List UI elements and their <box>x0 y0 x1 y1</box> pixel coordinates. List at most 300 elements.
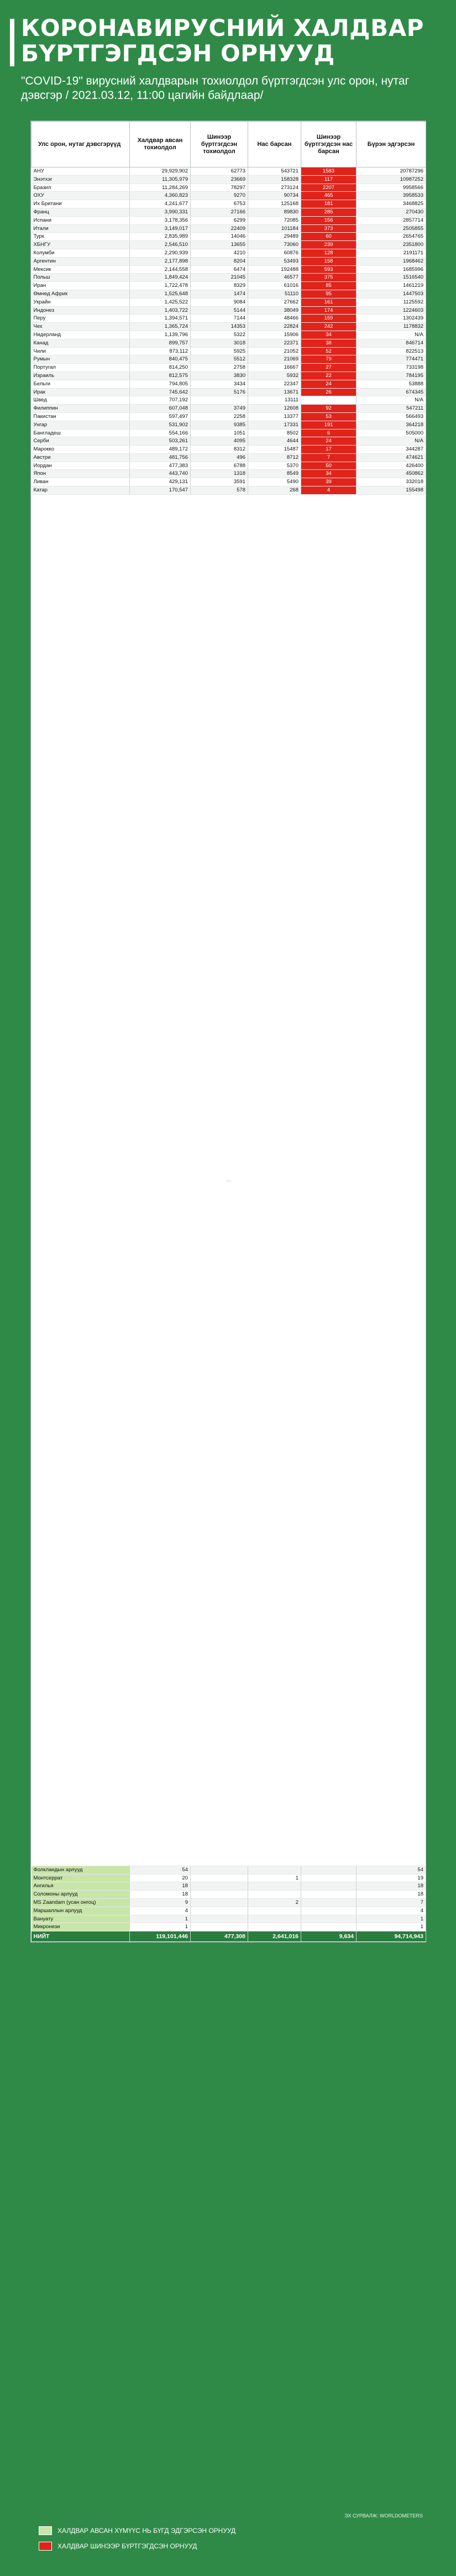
recovered-cell: 1125592 <box>357 298 426 306</box>
recovered-cell: 9958566 <box>357 184 426 192</box>
table-row <box>32 421 426 429</box>
table-row <box>32 339 426 347</box>
deaths-cell: 73060 <box>248 241 301 249</box>
deaths-cell: 13377 <box>248 412 301 421</box>
new-cases-cell <box>191 1891 248 1899</box>
legend-green-row <box>39 2526 235 2535</box>
recovered-cell: 733198 <box>357 364 426 372</box>
recovered-cell: 344287 <box>357 446 426 454</box>
new-cases-cell <box>191 1874 248 1882</box>
table-row <box>32 167 426 176</box>
deaths-cell: 13111 <box>248 396 301 405</box>
recovered-cell: 1461219 <box>357 282 426 290</box>
new-deaths-cell: 158 <box>301 257 357 265</box>
cases-cell: 481,756 <box>130 453 191 462</box>
table-row <box>32 405 426 413</box>
deaths-cell: 15487 <box>248 446 301 454</box>
deaths-cell: 48466 <box>248 315 301 323</box>
table-row <box>32 1923 426 1931</box>
cases-cell: 1 <box>130 1915 191 1923</box>
header-cases: Халдвар авсан тохиолдол <box>130 122 191 167</box>
recovered-cell: 1685996 <box>357 265 426 274</box>
title-accent-bar <box>10 19 14 66</box>
new-cases-cell: 14353 <box>191 323 248 331</box>
recovered-cell: 20787296 <box>357 167 426 176</box>
new-deaths-cell: 181 <box>301 200 357 208</box>
recovered-cell: 1 <box>357 1923 426 1931</box>
country-cell: Маршаллын арлууд <box>32 1907 130 1915</box>
deaths-cell: 5490 <box>248 478 301 486</box>
recovered-cell: 2191171 <box>357 249 426 257</box>
table-row <box>32 1907 426 1915</box>
deaths-cell: 51110 <box>248 290 301 298</box>
table-row <box>32 249 426 257</box>
table-row <box>32 184 426 192</box>
new-deaths-cell: 161 <box>301 298 357 306</box>
total-label: НИЙТ <box>32 1931 130 1942</box>
country-cell: ХБНГУ <box>32 241 130 249</box>
cases-cell: 29,929,902 <box>130 167 191 176</box>
cases-cell: 4 <box>130 1907 191 1915</box>
cases-cell: 1,403,722 <box>130 306 191 315</box>
country-cell: Фолкландын арлууд <box>32 1866 130 1874</box>
new-cases-cell: 4095 <box>191 437 248 446</box>
new-cases-cell: 14046 <box>191 233 248 241</box>
recovered-cell: 2654765 <box>357 233 426 241</box>
source-credit: ЭХ СУРВАЛЖ: WORLDOMETERS <box>344 2513 423 2519</box>
table-header-row <box>32 122 426 167</box>
deaths-cell <box>248 1882 301 1891</box>
table-row <box>32 1866 426 1874</box>
new-deaths-cell: 26 <box>301 388 357 396</box>
recovered-cell: 10987252 <box>357 175 426 184</box>
recovered-cell: 53888 <box>357 380 426 388</box>
table-row <box>32 1891 426 1899</box>
country-cell: Израиль <box>32 371 130 380</box>
cases-cell: 429,131 <box>130 478 191 486</box>
country-cell: Перу <box>32 315 130 323</box>
cases-cell: 2,546,510 <box>130 241 191 249</box>
legend-green-label: ХАЛДВАР АВСАН ХҮМҮҮС НЬ БҮГД ЭДГЭРСЭН ОРНУУД <box>57 2527 236 2535</box>
country-cell: Польш <box>32 274 130 282</box>
cases-cell: 503,261 <box>130 437 191 446</box>
recovered-cell: 7 <box>357 1899 426 1907</box>
country-cell: Өмнөд Африк <box>32 290 130 298</box>
new-deaths-cell: 38 <box>301 339 357 347</box>
country-cell: Итали <box>32 224 130 233</box>
new-deaths-cell: 593 <box>301 265 357 274</box>
new-deaths-cell: 79 <box>301 355 357 364</box>
cases-cell: 2,835,989 <box>130 233 191 241</box>
table-row <box>32 306 426 315</box>
table-row <box>32 412 426 421</box>
country-cell: Микронези <box>32 1923 130 1931</box>
deaths-cell: 5370 <box>248 462 301 470</box>
new-deaths-cell: 128 <box>301 249 357 257</box>
country-cell: Монтсеррат <box>32 1874 130 1882</box>
recovered-cell: 1224603 <box>357 306 426 315</box>
deaths-cell: 90734 <box>248 192 301 200</box>
new-deaths-cell: 285 <box>301 208 357 216</box>
new-deaths-cell: 24 <box>301 437 357 446</box>
new-cases-cell: 9270 <box>191 192 248 200</box>
country-cell: Колумби <box>32 249 130 257</box>
table-row <box>32 274 426 282</box>
cases-cell: 170,547 <box>130 486 191 495</box>
deaths-cell: 60876 <box>248 249 301 257</box>
page-title <box>21 15 441 66</box>
new-deaths-cell <box>301 1882 357 1891</box>
table-row <box>32 331 426 339</box>
table-row <box>32 453 426 462</box>
cases-cell: 1,722,478 <box>130 282 191 290</box>
deaths-cell: 21052 <box>248 347 301 355</box>
new-cases-cell <box>191 1907 248 1915</box>
recovered-cell: 2857714 <box>357 216 426 224</box>
recovered-cell: N/A <box>357 396 426 405</box>
new-deaths-cell: 24 <box>301 380 357 388</box>
new-deaths-cell <box>301 1874 357 1882</box>
recovered-cell: 846714 <box>357 339 426 347</box>
recovered-cell: 18 <box>357 1891 426 1899</box>
cases-cell: 745,642 <box>130 388 191 396</box>
country-cell: Испани <box>32 216 130 224</box>
recovered-cell: 270430 <box>357 208 426 216</box>
new-cases-cell <box>191 1882 248 1891</box>
new-cases-cell: 578 <box>191 486 248 495</box>
cases-cell: 794,805 <box>130 380 191 388</box>
country-cell: Ангилья <box>32 1882 130 1891</box>
header-recovered: Бүрэн эдгэрсэн <box>357 122 426 167</box>
deaths-cell <box>248 1923 301 1931</box>
deaths-cell: 27662 <box>248 298 301 306</box>
recovered-cell: 4 <box>357 1907 426 1915</box>
deaths-cell: 543721 <box>248 167 301 176</box>
total-recovered: 94,714,943 <box>357 1931 426 1942</box>
header-country: Улс орон, нутаг дэвсгэрүүд <box>32 122 130 167</box>
country-cell: Чили <box>32 347 130 355</box>
cases-cell: 1,139,796 <box>130 331 191 339</box>
deaths-cell: 22824 <box>248 323 301 331</box>
new-cases-cell: 5176 <box>191 388 248 396</box>
recovered-cell: 566493 <box>357 412 426 421</box>
new-cases-cell: 2258 <box>191 412 248 421</box>
deaths-cell <box>248 1866 301 1874</box>
table-body <box>32 167 426 1942</box>
cases-cell: 18 <box>130 1882 191 1891</box>
country-cell: Соломоны арлууд <box>32 1891 130 1899</box>
country-cell: Вануату <box>32 1915 130 1923</box>
new-deaths-cell: 375 <box>301 274 357 282</box>
new-deaths-cell: 53 <box>301 412 357 421</box>
cases-cell: 1 <box>130 1923 191 1931</box>
new-cases-cell: 496 <box>191 453 248 462</box>
cases-cell: 18 <box>130 1891 191 1899</box>
cases-cell: 554,166 <box>130 429 191 437</box>
cases-cell: 1,849,424 <box>130 274 191 282</box>
cases-cell: 3,149,017 <box>130 224 191 233</box>
recovered-cell: 547211 <box>357 405 426 413</box>
new-deaths-cell: 156 <box>301 216 357 224</box>
cases-cell: 9 <box>130 1899 191 1907</box>
new-cases-cell: 6474 <box>191 265 248 274</box>
country-cell: Турк <box>32 233 130 241</box>
cases-cell: 840,475 <box>130 355 191 364</box>
deaths-cell: 192488 <box>248 265 301 274</box>
new-cases-cell: 3830 <box>191 371 248 380</box>
table-row <box>32 396 426 405</box>
new-deaths-cell: 50 <box>301 462 357 470</box>
cases-cell: 1,394,571 <box>130 315 191 323</box>
table-row <box>32 241 426 249</box>
deaths-cell: 273124 <box>248 184 301 192</box>
table-row <box>32 486 426 495</box>
title-line-2: БҮРТГЭГДСЭН ОРНУУД <box>21 40 335 67</box>
new-cases-cell: 8204 <box>191 257 248 265</box>
new-cases-cell <box>191 396 248 405</box>
recovered-cell: 1178832 <box>357 323 426 331</box>
new-deaths-cell: 239 <box>301 241 357 249</box>
new-deaths-cell: 95 <box>301 290 357 298</box>
new-deaths-cell: 4 <box>301 486 357 495</box>
recovered-cell: 364218 <box>357 421 426 429</box>
country-cell: Ирак <box>32 388 130 396</box>
cases-cell: 1,425,522 <box>130 298 191 306</box>
deaths-cell: 16667 <box>248 364 301 372</box>
table-row <box>32 200 426 208</box>
table-row-ellipsis <box>32 494 426 1866</box>
table-row <box>32 355 426 364</box>
cases-cell: 11,305,979 <box>130 175 191 184</box>
country-cell: Бангладеш <box>32 429 130 437</box>
country-cell: Иордан <box>32 462 130 470</box>
legend <box>39 2526 235 2557</box>
country-cell: Мексик <box>32 265 130 274</box>
legend-red-label: ХАЛДВАР ШИНЭЭР БҮРТГЭГДСЭН ОРНУУД <box>57 2542 197 2550</box>
recovered-cell: 18 <box>357 1882 426 1891</box>
table-row <box>32 1899 426 1907</box>
deaths-cell: 158328 <box>248 175 301 184</box>
cases-cell: 20 <box>130 1874 191 1882</box>
new-deaths-cell: 60 <box>301 233 357 241</box>
cases-cell: 2,177,898 <box>130 257 191 265</box>
deaths-cell: 21069 <box>248 355 301 364</box>
omitted-rows-marker: … <box>32 494 426 1866</box>
new-cases-cell: 22409 <box>191 224 248 233</box>
new-deaths-cell: 34 <box>301 331 357 339</box>
recovered-cell: 2351800 <box>357 241 426 249</box>
cases-cell: 3,990,331 <box>130 208 191 216</box>
covid-table <box>31 121 426 1942</box>
new-cases-cell: 1318 <box>191 470 248 478</box>
country-cell: Бразил <box>32 184 130 192</box>
deaths-cell: 8502 <box>248 429 301 437</box>
new-deaths-cell: 159 <box>301 315 357 323</box>
table-row <box>32 265 426 274</box>
table-row <box>32 282 426 290</box>
recovered-cell: 505000 <box>357 429 426 437</box>
table-row <box>32 323 426 331</box>
new-deaths-cell: 27 <box>301 364 357 372</box>
table-total-row <box>32 1931 426 1942</box>
cases-cell: 489,172 <box>130 446 191 454</box>
new-cases-cell: 3749 <box>191 405 248 413</box>
cases-cell: 597,497 <box>130 412 191 421</box>
recovered-cell: 1516540 <box>357 274 426 282</box>
table-row <box>32 298 426 306</box>
recovered-cell: 1 <box>357 1915 426 1923</box>
recovered-cell: 450862 <box>357 470 426 478</box>
recovered-cell: 1302439 <box>357 315 426 323</box>
cases-cell: 11,284,269 <box>130 184 191 192</box>
deaths-cell: 101184 <box>248 224 301 233</box>
country-cell: Энэтхэг <box>32 175 130 184</box>
new-cases-cell <box>191 1915 248 1923</box>
new-deaths-cell: 117 <box>301 175 357 184</box>
new-cases-cell: 27166 <box>191 208 248 216</box>
new-deaths-cell: 7 <box>301 453 357 462</box>
table-row <box>32 1874 426 1882</box>
recovered-cell: 19 <box>357 1874 426 1882</box>
recovered-cell: 1968462 <box>357 257 426 265</box>
new-cases-cell: 4210 <box>191 249 248 257</box>
new-deaths-cell: 17 <box>301 446 357 454</box>
new-deaths-cell <box>301 1891 357 1899</box>
new-cases-cell: 3591 <box>191 478 248 486</box>
cases-cell: 2,144,558 <box>130 265 191 274</box>
new-cases-cell: 6299 <box>191 216 248 224</box>
country-cell: Марокко <box>32 446 130 454</box>
new-cases-cell: 9385 <box>191 421 248 429</box>
table-row <box>32 1882 426 1891</box>
recovered-cell: 3958533 <box>357 192 426 200</box>
total-new-cases: 477,308 <box>191 1931 248 1942</box>
table-row <box>32 216 426 224</box>
new-deaths-cell: 242 <box>301 323 357 331</box>
deaths-cell: 72085 <box>248 216 301 224</box>
country-cell: АНУ <box>32 167 130 176</box>
recovered-cell: 332018 <box>357 478 426 486</box>
cases-cell: 1,525,648 <box>130 290 191 298</box>
new-cases-cell: 6788 <box>191 462 248 470</box>
new-cases-cell: 8329 <box>191 282 248 290</box>
new-deaths-cell: 191 <box>301 421 357 429</box>
new-cases-cell: 3018 <box>191 339 248 347</box>
new-deaths-cell <box>301 1907 357 1915</box>
recovered-cell: 674345 <box>357 388 426 396</box>
header-new-cases: Шинээр бүртгэгдсэн тохиолдол <box>191 122 248 167</box>
deaths-cell: 38049 <box>248 306 301 315</box>
new-deaths-cell: 34 <box>301 470 357 478</box>
deaths-cell: 22347 <box>248 380 301 388</box>
table-row <box>32 429 426 437</box>
country-cell: ОХУ <box>32 192 130 200</box>
new-deaths-cell: 85 <box>301 282 357 290</box>
new-cases-cell <box>191 1866 248 1874</box>
new-deaths-cell <box>301 1899 357 1907</box>
country-cell: Украйн <box>32 298 130 306</box>
recovered-cell: N/A <box>357 437 426 446</box>
new-cases-cell: 5322 <box>191 331 248 339</box>
deaths-cell: 13671 <box>248 388 301 396</box>
table-row <box>32 462 426 470</box>
country-cell: Румын <box>32 355 130 364</box>
new-cases-cell <box>191 1923 248 1931</box>
deaths-cell: 5932 <box>248 371 301 380</box>
table-row <box>32 257 426 265</box>
table-row <box>32 371 426 380</box>
recovered-cell: N/A <box>357 331 426 339</box>
new-deaths-cell: 1583 <box>301 167 357 176</box>
deaths-cell: 29489 <box>248 233 301 241</box>
recovered-cell: 1447503 <box>357 290 426 298</box>
new-deaths-cell: 2207 <box>301 184 357 192</box>
new-cases-cell: 78297 <box>191 184 248 192</box>
deaths-cell: 125168 <box>248 200 301 208</box>
table-row <box>32 175 426 184</box>
deaths-cell: 2 <box>248 1899 301 1907</box>
new-cases-cell: 8312 <box>191 446 248 454</box>
cases-cell: 899,757 <box>130 339 191 347</box>
table-row <box>32 208 426 216</box>
table-row <box>32 380 426 388</box>
country-cell: Иран <box>32 282 130 290</box>
table-row <box>32 347 426 355</box>
cases-cell: 814,250 <box>130 364 191 372</box>
country-cell: MS Zaandam (усан онгоц) <box>32 1899 130 1907</box>
new-deaths-cell: 174 <box>301 306 357 315</box>
country-cell: Их Британи <box>32 200 130 208</box>
country-cell: Аргентин <box>32 257 130 265</box>
recovered-cell: 474621 <box>357 453 426 462</box>
deaths-cell: 61016 <box>248 282 301 290</box>
recovered-cell: 784195 <box>357 371 426 380</box>
legend-red-row <box>39 2542 235 2551</box>
deaths-cell: 12608 <box>248 405 301 413</box>
recovered-cell: 3468825 <box>357 200 426 208</box>
new-cases-cell <box>191 1899 248 1907</box>
table-row <box>32 224 426 233</box>
new-deaths-cell: 52 <box>301 347 357 355</box>
country-cell: Чех <box>32 323 130 331</box>
new-cases-cell: 5512 <box>191 355 248 364</box>
recovered-cell: 54 <box>357 1866 426 1874</box>
country-cell: Унгар <box>32 421 130 429</box>
country-cell: Канад <box>32 339 130 347</box>
country-cell: Нидерланд <box>32 331 130 339</box>
table-row <box>32 290 426 298</box>
deaths-cell: 53493 <box>248 257 301 265</box>
total-new-deaths: 9,634 <box>301 1931 357 1942</box>
country-cell: Бельги <box>32 380 130 388</box>
new-cases-cell: 5144 <box>191 306 248 315</box>
country-cell: Филиппин <box>32 405 130 413</box>
header <box>21 15 441 103</box>
new-deaths-cell: 92 <box>301 405 357 413</box>
new-deaths-cell: 465 <box>301 192 357 200</box>
cases-cell: 2,290,939 <box>130 249 191 257</box>
cases-cell: 3,178,356 <box>130 216 191 224</box>
cases-cell: 4,241,677 <box>130 200 191 208</box>
deaths-cell: 22371 <box>248 339 301 347</box>
deaths-cell: 15906 <box>248 331 301 339</box>
new-cases-cell: 1051 <box>191 429 248 437</box>
country-cell: Австри <box>32 453 130 462</box>
new-cases-cell: 21045 <box>191 274 248 282</box>
new-cases-cell: 7144 <box>191 315 248 323</box>
covid-table-container <box>30 121 426 1943</box>
new-cases-cell: 2758 <box>191 364 248 372</box>
